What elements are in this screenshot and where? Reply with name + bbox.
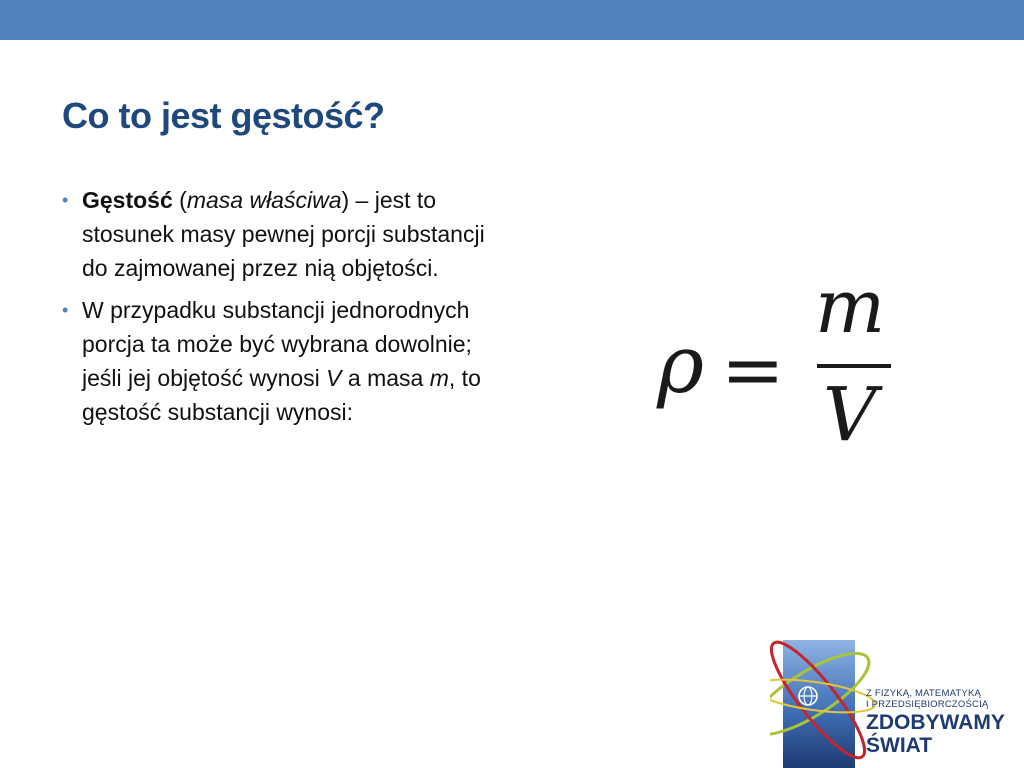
formula-rho: ρ <box>657 318 705 411</box>
logo-tagline-line2: I PRZEDSIĘBIORCZOŚCIĄ <box>866 699 989 710</box>
bullet-marker: • <box>62 190 69 210</box>
bullet-marker: • <box>62 300 69 320</box>
symbol-volume: V <box>326 365 342 391</box>
text-fragment: ) – jest to stosunek masy pewnej porcji substancji do zajmowanej przez nią objętości. <box>82 187 485 281</box>
top-banner <box>0 0 1024 40</box>
bullet-item-homogeneous <box>62 293 502 429</box>
formula-denominator: V <box>823 372 877 455</box>
text-fragment: W przypadku substancji jednorodnych porcja ta może być wybrana dowolnie; jeśli jej objętość wynosi <box>82 297 472 391</box>
fraction-bar <box>817 364 891 368</box>
text-fragment: a masa <box>341 365 430 391</box>
text-fragment: ( <box>172 187 187 213</box>
term-synonym: masa właściwa <box>186 187 342 213</box>
slide-title: Co to jest gęstość? <box>62 95 385 136</box>
logo-name-line1: ZDOBYWAMY <box>866 711 1005 734</box>
bullet-item-density-definition <box>62 183 502 285</box>
density-formula <box>655 280 905 455</box>
text-fragment: , to gęstość substancji wynosi: <box>82 365 481 425</box>
term-density: Gęstość <box>82 187 173 213</box>
logo-tagline-line1: Z FIZYKĄ, MATEMATYKĄ <box>866 688 982 699</box>
logo-name-line2: ŚWIAT <box>866 734 933 757</box>
formula-equals: = <box>721 325 785 414</box>
formula-numerator: m <box>815 280 886 350</box>
bullet-list <box>62 183 502 437</box>
symbol-mass: m <box>429 365 449 391</box>
